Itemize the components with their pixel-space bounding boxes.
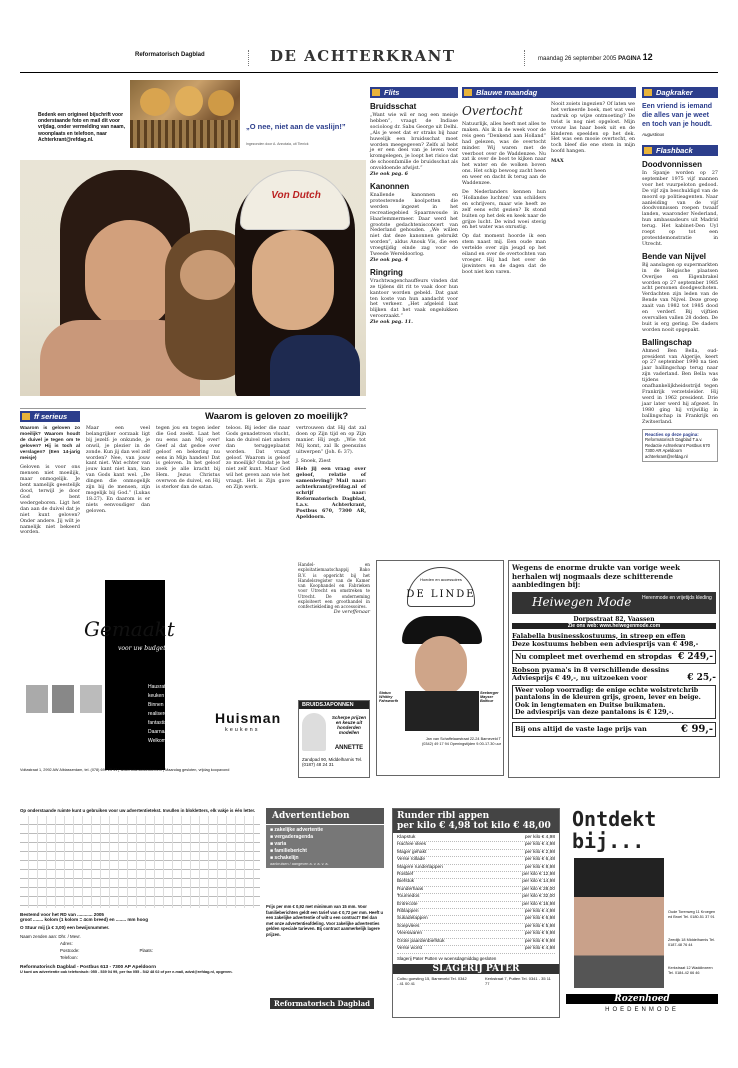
heiwegen-brand: Heiwegen Mode <box>532 594 632 609</box>
price-value: per kilo € 4,98 <box>524 946 555 952</box>
serieus-text-3: tegen jou en tegen ieder die God zoekt. Laat het nu eens aan Mij over! Geef al dat gedoe over geloof en bekering nu eens in Mijn handen! Dat is geloven. In het geloof zoek je alle kracht bij Hem. Jezus Christus overwon de duivel, en Hij is sterker dan de satan. <box>156 426 220 491</box>
price-row <box>397 931 555 938</box>
rd-logo: Reformatorisch Dagblad <box>270 998 374 1009</box>
serieus-header: ff serieus <box>20 411 80 422</box>
price-item: Biefstuk <box>397 879 415 885</box>
quote-credit: Ingezonden door A. Annotaia, uit Tienick <box>246 142 309 146</box>
cap-logo-text: Von Dutch <box>271 190 321 201</box>
ad-rozenhoed <box>566 808 718 1018</box>
price-value: per kilo € 8,98 <box>524 864 555 870</box>
blauwe-maandag <box>462 87 636 276</box>
flashback-head-3: Ballingschap <box>642 337 692 347</box>
bon-opts-note: aankruisen / aangeven a. v. a. v. a. <box>270 862 329 866</box>
rozen-brand: Rozenhoed <box>566 994 718 1004</box>
form-letter-grid[interactable] <box>20 816 260 908</box>
slager-address-2: Kerkstraat 7, Putten Tel. 0341 - 35 11 77 <box>485 975 551 986</box>
price-row <box>397 902 555 909</box>
serieus-signature: J. Snoek, Ziest <box>296 458 331 464</box>
form-name-field[interactable]: Naam zenden aan: Dhr. / Mevr. <box>20 934 81 939</box>
price-value: per kilo € 16,98 <box>522 901 555 907</box>
flits-text-1: „Want wie wil er nog een meisje hebben”, vraagt de Indiase socioloog dr. Sabu George uit Delhi. „Als je weet dat er straks bij haar huwelijk een bruidsschat moet worden meegegeven? Zelfs al hebt je er een deel van je leven voor kromgelegen, je loopt het risico dat de schoonfamilie de bruidsschat als onvoldoende afwijst.” <box>370 113 458 172</box>
date: maandag 26 september 2005 <box>538 56 617 62</box>
price-row <box>397 939 555 946</box>
huisman-brand: Huisman <box>215 710 282 726</box>
price-row <box>397 916 555 923</box>
flits-column <box>370 87 458 326</box>
page-label: PAGINA <box>618 56 641 62</box>
bon-opt-4[interactable]: ■ familiebericht <box>270 848 307 854</box>
right-column <box>642 87 718 462</box>
price-value: per kilo € 4,98 <box>524 842 555 848</box>
slager-address-1: Colbu goesting 15, Barneveld Tel. 0342 - 41 00 41 <box>397 975 467 986</box>
offer-1-line-1: Falabella businesskostuums, in streep en effen <box>512 631 686 640</box>
offer-1-line-2: Deze kostuums hebben een adviesprijs van € 498,- <box>512 639 699 648</box>
price-item: Verse worst <box>397 946 423 952</box>
slager-title: Runder ribl appen <box>397 811 490 821</box>
column-text-3: Op dat moment hoorde ik een stem naast mij. Een oude man vertelde over zijn jeugd op het eiland en over de overtochten van vroeger. Hij had het over de ijswinters en de dagen dat de boot niet kon varen. <box>462 234 546 275</box>
offer-2-line-2: Adviesprijs € 49,-, nu uitzoeken voor <box>512 673 648 682</box>
form-footer-2: U kunt uw advertentie ook telefonisch: 055 - 539 04 99, per fax 055 - 542 48 02 of per e-mail, advd@refdag.nl, opgeven. <box>20 970 233 974</box>
slager-brand: SLAGERIJ PATER <box>393 964 559 974</box>
bruid-name: ANNETTE <box>334 745 364 751</box>
column-text-4: Nooit zoiets ingezien? Of laten we het verkeerde boek, met wat veel nadruk op wijze ontmoeting? De twist is nog niet opgelost. Mijn vrouw las haar boek uit en de kinderen speelden op het dek. Het was een mooie overtocht, en toch bleef die ene stem in mijn hoofd hangen. <box>551 102 635 155</box>
price-item: Sukadelappen <box>397 916 428 922</box>
rozen-address-1: Oude Torenweg 11 Kroegen ed Broel Tel. 0180-51 37 91 <box>668 910 716 919</box>
rozen-title: Ontdekt bij... <box>572 807 657 853</box>
serieus-text-2: Maar een veel belangrijker oorzaak ligt bij jezelf: je onkunde, je onwil, je plezier in de zonde. Kun jij dan wel zelf worden? Nee, van jouw kant niet. Wat echter van jouw kant niet kan, kan van Gods kant wel. „De dingen die onmogelijk zijn bij de mensen, zijn mogelijk bij God.” (Lukas 18:27). En daarom is er niets eenvoudiger dan geloven. <box>86 426 150 514</box>
serieus-ask: Heb jij een vraag over geloof, relatie of samenleving? Mail naar: achterkrant@refdag.nl of schrijf naar: Reformatorisch Dagblad, t.a.v. Achterkrant, Postbus 670, 7300 AR, Apeldoorn. <box>296 466 366 520</box>
heiwegen-address: Dorpsstraat 82, Vaassen <box>573 615 655 623</box>
offer-1-price: € 249,- <box>677 651 713 662</box>
bruid-address: Zandpad 90, Middelharnis Tel. (0187) 48 24 31 <box>302 757 363 767</box>
serieus-section <box>20 408 366 422</box>
ad-notice <box>298 562 370 662</box>
slager-title-2: per kilo € 4,98 tot kilo € 48,00 <box>397 821 551 831</box>
column-text-1: Natuurlijk, alles heeft met alles te maken. Als ik in de week voor de reis geen “Denkend aan Holland” had gelezen, was de overtocht minder. Wij waren met de veerboot over de Waddenzee. Nu zat ik over de boot te kijken naar het water en de wolken boven ons. Het schip bewoog zacht heen en weer en dacht ik terug aan de Waddenzee. <box>462 122 546 187</box>
price-value: per kilo € 12,98 <box>522 872 555 878</box>
paper-name: Reformatorisch Dagblad <box>135 52 205 58</box>
price-value: per kilo € 6,98 <box>524 916 555 922</box>
serieus-text-1: Geloven is voor ons mensen niet moeilijk, maar onmogelijk. Je bent namelijk geestelijk dood, terwijl je door God bent wedergeboren. Ligt het dan aan de duivel dat je niet kunt geloven? Onder andere. Jij wilt je namelijk niet bekeerd worden. <box>20 465 80 536</box>
price-item: Hachee vlees <box>397 842 427 848</box>
serieus-title: Waarom is geloven zo moeilijk? <box>205 411 349 422</box>
flits-source-2: Zie ook pag. 4 <box>370 256 408 263</box>
price-value: per kilo € 4,98 <box>524 909 555 915</box>
ad-heiwegen <box>508 560 720 778</box>
ad-bruidsjaponnen <box>298 700 370 778</box>
rozen-address-3: Kerkstraat 12 Waddinxeen Tel. 0184-42 66 46 <box>668 966 713 975</box>
offer-3-line-4: Bij ons altijd de vaste lage prijs van <box>515 725 647 734</box>
flits-text-3: Vrachtwagenchauffeurs vinden dat ze tijdens dit rit te vaak door hun kantoor worden gebeld. Dat gaat ten koste van hun aandacht voor het verkeer. „Het afgeleid laat blijken dat het vaak ongelukken veroorzaakt.” <box>370 278 458 320</box>
header-rule <box>20 72 718 73</box>
react-heading: Reacties op deze pagina: <box>645 432 699 438</box>
offer-3-line-3: De adviesprijs van deze pantalons is € 129,-. <box>515 708 674 717</box>
price-value: per kilo € 32,00 <box>522 894 555 900</box>
react-address: Reformatorisch Dagblad T.a.v. Redactie Achterkrant Postbus 670 7300 AR Apeldoorn achterkrant@refdag.nl <box>645 437 710 459</box>
huisman-sub: keukens <box>225 727 260 733</box>
tiger-photo <box>130 80 240 148</box>
flits-head-1: Bruidsschat <box>370 102 417 111</box>
price-row <box>397 946 555 953</box>
offer-2-line-1: pyama's in 8 verschillende dessins <box>541 665 670 674</box>
bruid-header: BRUIDSJAPONNEN <box>299 701 369 709</box>
caption-contest-text: Bedenk een origineel bijschrift voor onderstaande foto en mail dit voor vrijdag, onder vermelding van naam, woonplaats en telefoon, naar Achterkrant@refdag.nl. <box>38 112 125 143</box>
serieus-text-5: vertrouwen dat Hij dat zal doen op Zijn tijd en op Zijn manier. Hij zegt: „Wie tot Mij komt, zal Ik geenszins uitwerpen” (Joh. 6: 37). <box>296 426 366 455</box>
price-item: Verse rollade <box>397 857 425 863</box>
serieus-question: Waarom is geloven zo moeilijk? Waarom houdt de duivel je tegen om te geloven? Hij is toch al verslagen? (Een 14-jarig meisje) <box>20 426 80 461</box>
slager-note: Slagerij Pater Putten vv woensdagmiddag gesloten <box>397 955 497 961</box>
linde-caption-2: Seeberger Mayser Balfour <box>480 691 499 703</box>
price-item: Soepvlees <box>397 923 420 929</box>
price-row <box>397 857 555 864</box>
ad-de-linde <box>376 560 504 776</box>
form-phone-field[interactable]: Telefoon: <box>60 955 78 960</box>
divider <box>248 50 249 66</box>
ad-huisman <box>20 555 292 777</box>
bon-title: Advertentiebon <box>266 808 384 824</box>
flashback-header: Flashback <box>642 145 718 156</box>
offer-2-brand: Robson <box>512 665 540 674</box>
price-value: per kilo € 9,98 <box>524 931 555 937</box>
form-footer-1: Reformatorisch Dagblad - Postbus 613 - 7300 AP Apeldoorn <box>20 965 157 970</box>
column-author: MAX <box>551 158 564 165</box>
flits-header: Flits <box>370 87 458 98</box>
ad-gemaakt-text: Hausrat maakt uw keuken betaalbaar. Binnen uw budget realiseren wij een fantastische keuken. Daarnaast en smaakvol. Welkom! <box>148 684 202 744</box>
ad-form <box>20 808 384 1018</box>
flits-head-2: Kanonnen <box>370 181 410 191</box>
flits-head-3: Ringring <box>370 267 403 277</box>
price-row <box>397 894 555 901</box>
page-title: DE ACHTERKRANT <box>270 47 456 65</box>
bon-opt-1[interactable]: ■ zakelijke advertentie <box>270 827 324 833</box>
price-value: per kilo € 5,98 <box>524 923 555 929</box>
price-row <box>397 842 555 849</box>
price-value: per kilo € 14,98 <box>522 879 555 885</box>
form-size[interactable]: groot ........ kolom (1 kolom = 4cm breed) en ........ mm hoog <box>20 917 149 922</box>
notice-signature: De vereffenaar <box>333 609 370 615</box>
offer-3-price: € 99,- <box>681 723 713 735</box>
ad-gemaakt-sub: voor uw budget <box>118 645 166 652</box>
heiwegen-web: Zie ons web: www.heiwegenmode.com <box>512 623 716 629</box>
flashback-text-3: Ahmed Ben Bella, oud-president van Algerije, keert op 27 september 1990 na tien jaar ballingschap terug naar zijn vaderland. Ben Bella was tijdens de onafhankelijkheidsstrijd tegen Frankrijk verzetsleider. Hij werd in 1962 president. Drie jaar later werd hij afgezet. In 1980 ging hij vrijwillig in ballingschap in Frankrijk en Zwitserland. <box>642 348 718 425</box>
form-proof-checkbox[interactable]: O Stuur mij (à € 3,00) een bewijsnummer. <box>20 925 110 930</box>
price-item: Klapstuk <box>397 835 416 840</box>
slager-price-list <box>393 833 559 956</box>
ad-gemaakt-title: Gemaakt <box>84 617 175 641</box>
dagkraker-quote: Een vriend is iemand die alles van je weet en toch van je houdt. <box>642 103 713 128</box>
price-value: per kilo € 9,98 <box>524 938 555 944</box>
price-item: Riblappen <box>397 909 419 915</box>
contest-quote: „O nee, niet aan de vaslijn!” <box>246 122 346 131</box>
price-value: per kilo € 4,98 <box>524 835 555 840</box>
price-item: Grote paardenbiefstuk <box>397 938 445 944</box>
linde-sub: Hoeden en accessoires <box>420 577 462 582</box>
flashback-text-2: Bij aanslagen op supermarkten in de Belgische plaatsen Overijse en Eigenbrakel worden op 27 september 1985 acht personen doodgeschoten. Verdachten zijn leden van de Bende van Nijvel. Deze groep zaait van 1982 tot 1985 dood en verderf. Bij vijftien overvallen vallen 28 doden. De buit is erg gering. De daders worden nooit opgepakt. <box>642 262 718 333</box>
price-value: per kilo € 2,98 <box>524 849 555 855</box>
heiwegen-intro: Wegens de enorme drukte van vorige week herhalen wij nogmaals deze schitterende aanbiedingen bij: <box>512 563 680 589</box>
price-item: Rosbief <box>397 872 414 878</box>
column-title: Overtocht <box>462 104 523 118</box>
bon-box <box>266 808 384 902</box>
rozen-address-2: Zeedijk 18 Middelharnis Tel. 0187-48 76 44 <box>668 938 715 947</box>
blauwe-header: Blauwe maandag <box>462 87 636 98</box>
price-item: Vleeswaren <box>397 931 423 937</box>
offer-3-line-2: Ook in lengtematen en Duitse buikmaten. <box>515 700 666 709</box>
price-row <box>397 879 555 886</box>
bruid-tagline: Scherpe prijzen en keuze uit honderden modellen <box>331 715 367 735</box>
column-text-2: De Nederlanders kennen hun ‘Hollandse luchten’ van schilders en schrijvers, maar wie heeft ze zelf eens echt gezien? Ik stond buiten op het dek en keek naar de grijze lucht. De wind woei stevig en het water was onrustig. <box>462 189 546 231</box>
linde-brand: DE LINDE <box>406 589 476 600</box>
price-item: Magere runderlappen <box>397 864 443 870</box>
serieus-text-4: teloos. Bij ieder die naar Gods genadetroon vlucht, kan de duivel niet anders dan teruggeplaatst worden. Dat vraagt geloof. Waarom is geloof zo moeilijk? Omdat je het niet zelf kunt. Maar God wil het geven aan wie het vraagt. Het is Zijn gave en Zijn werk. <box>226 426 290 491</box>
dagkraker-source: Augustinus <box>642 132 665 137</box>
offer-3-line-1: Weer volop voorradig: de enige echte wolstretchrib pantalons in de kleuren grijs, groen, lever en beige. <box>515 685 701 702</box>
dagkraker-header: Dagkraker <box>642 87 718 98</box>
flits-source-3: Zie ook pag. 11. <box>370 319 413 326</box>
offer-2-price: € 25,- <box>687 672 716 683</box>
linde-address: Jan van Schaffelaarstraat 22-24 Barneveld T (0342) 49 17 94 Openingstijden 9.00-17.30 uur <box>422 737 501 746</box>
page-number: 12 <box>642 52 653 62</box>
bon-opt-2[interactable]: ■ vergaderagenda <box>270 834 314 840</box>
form-address-field[interactable]: Adres: <box>60 941 73 946</box>
ad-slagerij <box>392 808 560 1018</box>
rozen-sub: HOEDENMODE <box>605 1007 679 1013</box>
flashback-text-1: In Spanje worden op 27 september 1975 vijf mannen voor het vuurpeloton gedood. De vijf zijn beschuldigd van de moord op politieagenten. Naar aanleiding van de vijf doodvonnissen roepen twaalf landen, waaronder Nederland, hun ambassadeurs uit Madrid terug. Het kabinet-Den Uyl roept op tot een protestdemonstratie in Utrecht. <box>642 171 718 247</box>
main-photo <box>20 160 366 396</box>
flits-source-1: Zie ook pag. 6 <box>370 171 408 178</box>
price-item: Entrecote <box>397 901 418 907</box>
flits-text-2: Knallende kanonnen en protesterende koolpotten die werden ingezet in het recreatiegebied Spaarnwoude in Haarlemmermeer. Daar werd het grootste gedachtenisconcert van Nederland gehouden. „We willen niet dat deze kanonnen gebruikt worden”, aldus Anouk Vis, die een vroegtijdig einde zag voor de Tweede Wereldoorlog. <box>370 192 458 258</box>
price-item: Mager gehakt <box>397 849 427 855</box>
bon-opt-3[interactable]: ■ varia <box>270 841 287 847</box>
offer-1-line-3: Nu compleet met overhemd en stropdas <box>515 651 672 661</box>
form-city-field[interactable]: Plaats: <box>139 948 153 953</box>
price-value: per kilo € 6,48 <box>524 857 555 863</box>
price-row <box>397 865 555 872</box>
price-value: per kilo € 28,00 <box>522 886 555 892</box>
heiwegen-brand-side: Herenmode en vrijetijds kleding <box>642 594 712 601</box>
form-bestemd[interactable]: Bestemd voor het RD van ............ 2005 <box>20 912 104 917</box>
flashback-head-1: Doodvonnissen <box>642 160 703 169</box>
form-postcode-field[interactable]: Postcode: <box>60 948 80 953</box>
flashback-head-2: Bende van Nijvel <box>642 251 707 261</box>
price-item: Tournedos <box>397 894 420 900</box>
bon-opt-5[interactable]: ■ schakelijn <box>270 855 299 861</box>
form-intro: Op onderstaande ruimte kunt u gebruiken voor uw advertentietekst. Invullen in blokletters, elk vakje is één letter. <box>20 808 256 813</box>
date-line <box>538 52 653 62</box>
divider <box>524 50 525 66</box>
bon-price-text: Prijs per mm € 0,92 met minimum van 15 mm. Voor familieberichten geldt een tarief van € 0,72 per mm. Heeft u een zakelijke advertentie of wilt u een contract? Bel dan met onze advertentieafdeling. Voor zakelijke advertenties gelden speciale tarieven. Bij contract aanmerkelijk lagere prijzen. <box>266 904 384 937</box>
price-item: Runderhaas <box>397 886 424 892</box>
notice-text: Handel- en exploitatiemaatschappij Bako B.V. is opgericht bij het Handelsregister van de Kamer van Koophandel en Fabrieken voor Utrecht en omstreken te Utrecht. De onderneming exploiteert een groothandel in confectiekleding en accessoires. <box>298 562 370 610</box>
huisman-footer: Voltastraat 1, 2992 AW Albiasserdam, tel. (078) 691 25 41 | www.huismankeukens.nl | Maandag gesloten, vrijdag koopavond <box>20 768 230 772</box>
linde-caption-1: Statuo Whitley Fahsworth <box>379 691 399 703</box>
